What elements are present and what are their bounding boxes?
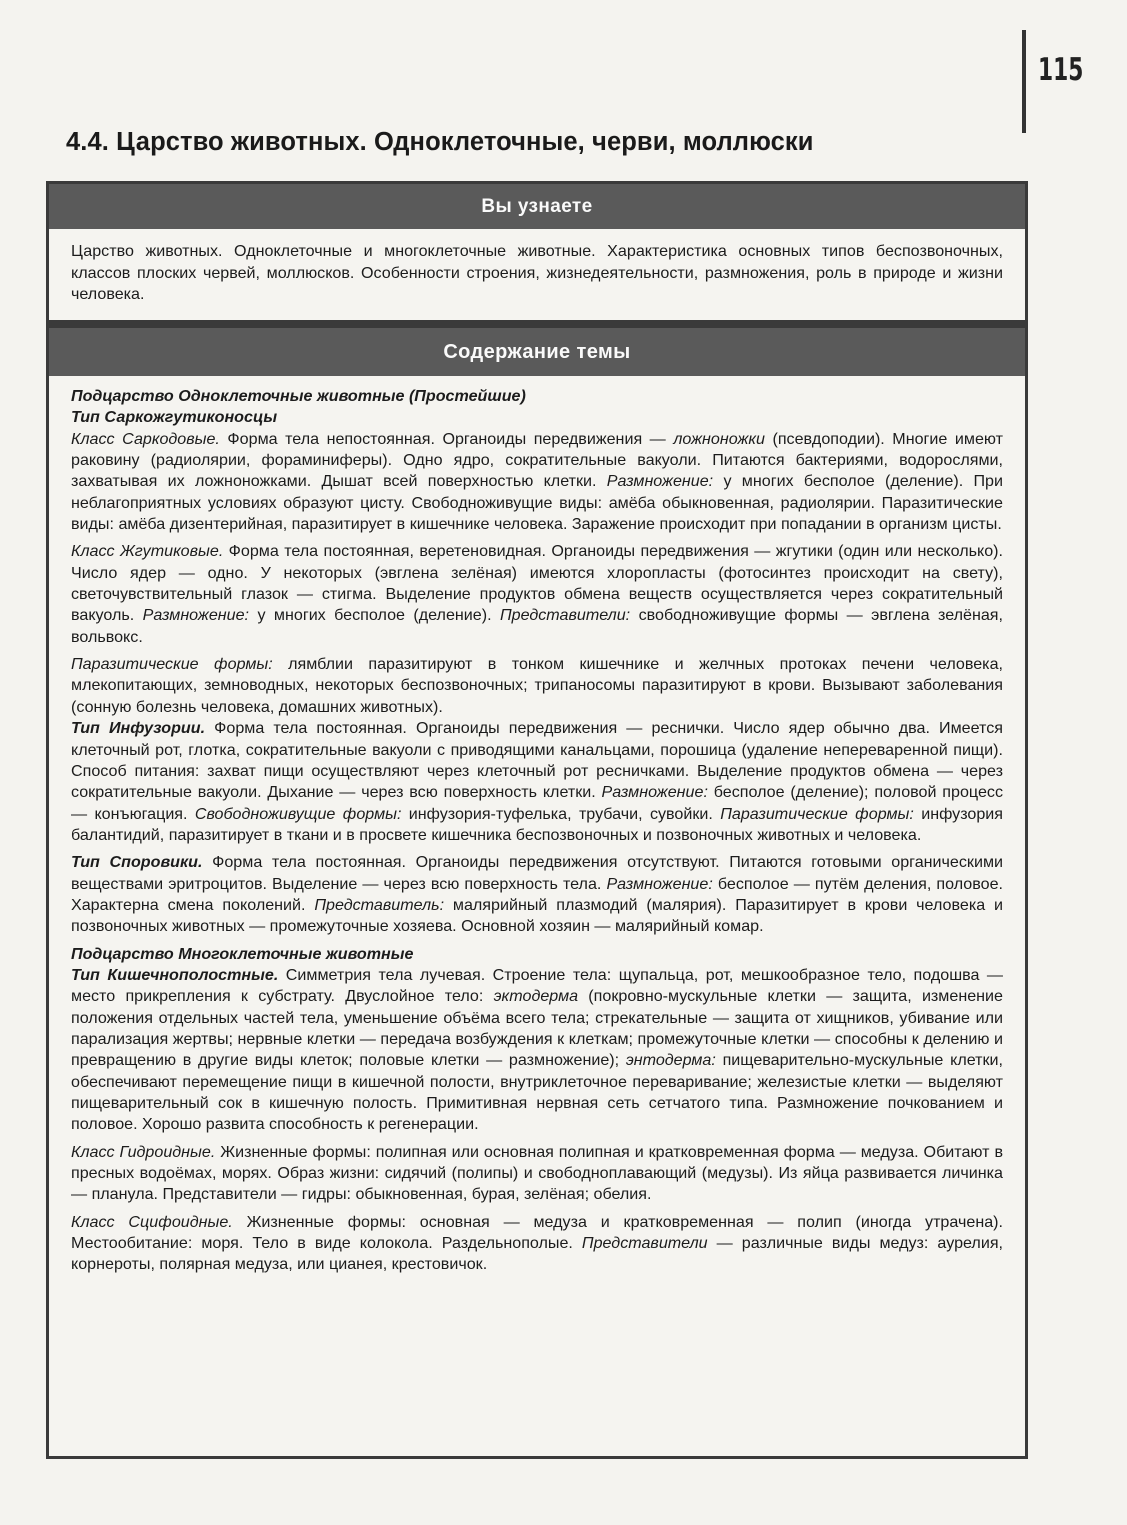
page-number: 115	[1038, 52, 1084, 88]
topic-content	[49, 376, 1025, 1276]
topic-frame	[46, 181, 1028, 1459]
paragraph-ciliophora: Тип Инфузории. Форма тела постоянная. Органоиды передвижения — реснички. Число ядер обычно два. Имеется клеточный рот, глотка, сократительные вакуоли с приводящими канальцами, порошица (удаление непереваренной пищи). Способ питания: захват пищи осуществляют через клеточный рот ресничками. Выделение продуктов обмена — через сократительные вакуоли. Дыхание — через всю поверхность клетки. Размножение: бесполое (деление); половой процесс — конъюгация. Свободноживущие формы: инфузория-туфелька, трубачи, сувойки. Паразитические формы: инфузория балантидий, паразитирует в ткани и в просвете кишечника беспозвоночных и позвоночных животных и человека.	[71, 719, 1003, 844]
content-header: Содержание темы	[49, 324, 1025, 376]
subkingdom-multicellular: Подцарство Многоклеточные животные	[71, 944, 414, 963]
paragraph-flagellata: Класс Жгутиковые. Форма тела постоянная, веретеновидная. Органоиды передвижения — жгутики (один или несколько). Число ядер — одно. У некоторых (эвглена зелёная) имеются хлоропласты (фотосинтез происходит на свету), светочувствительный глазок — стигма. Выделение продуктов обмена веществ осуществляется через сократительный вакуоль. Размножение: у многих бесполое (деление). Представители: свободноживущие формы — эвглена зелёная, вольвокс.	[71, 542, 1003, 646]
paragraph-hydrozoa: Класс Гидроидные. Жизненные формы: полипная или основная полипная и кратковременная форма — медуза. Обитают в пресных водоёмах, морях. Образ жизни: сидячий (полипы) и свободноплавающий (медузы). Из яйца развивается личинка — планула. Представители — гидры: обыкновенная, бурая, зелёная; обелия.	[71, 1142, 1003, 1204]
page-rule	[1022, 30, 1026, 133]
paragraph-sarcodina: Класс Саркодовые. Форма тела непостоянная. Органоиды передвижения — ложноножки (псевдоподии). Многие имеют раковину (радиолярии, фораминиферы). Одно ядро, сократительные вакуоли. Питаются бактериями, водорослями, захватывая их ложноножками. Дышат всей поверхностью клетки. Размножение: у многих бесполое (деление). При неблагоприятных условиях образуют цисту. Свободноживущие виды: амёба обыкновенная, радиолярии. Паразитические виды: амёба дизентерийная, паразитирует в кишечнике человека. Заражение происходит при попадании в организм цисты.	[71, 429, 1003, 534]
learn-text: Царство животных. Одноклеточные и многоклеточные животные. Характеристика основных типов беспозвоночных, классов плоских червей, моллюсков. Особенности строения, жизнедеятельности, размножения, роль в природе и жизни человека.	[49, 229, 1025, 324]
paragraph-sporozoa: Тип Споровики. Форма тела постоянная. Органоиды передвижения отсутствуют. Питаются готовыми органическими веществами эритроцитов. Выделение — через всю поверхность тела. Размножение: бесполое — путём деления, половое. Характерна смена поколений. Представитель: малярийный плазмодий (малярия). Паразитирует в крови человека и позвоночных животных — промежуточные хозяева. Основной хозяин — малярийный комар.	[71, 853, 1003, 936]
paragraph-coelenterata: Тип Кишечнополостные. Симметрия тела лучевая. Строение тела: щупальца, рот, мешкообразное тело, подошва — место прикрепления к субстрату. Двуслойное тело: эктодерма (покровно-мускульные клетки — защита, изменение положения отдельных частей тела, уменьшение объёма всего тела; стрекательные — защита от хищников, убивание или парализация жертвы; нервные клетки — передача возбуждения к клеткам; промежуточные клетки — способны к делению и превращению в другие виды клеток; половые клетки — размножение); энтодерма: пищеварительно-мускульные клетки, обеспечивают перемещение пищи в кишечной полости, внутриклеточное переваривание; железистые клетки — выделяют пищеварительный сок в кишечную полость. Примитивная нервная сеть сетчатого типа. Размножение почкованием и половое. Хорошо развита способность к регенерации.	[71, 965, 1004, 1134]
paragraph-parasitic-forms: Паразитические формы: лямблии паразитируют в тонком кишечнике и желчных протоках печени человека, млекопитающих, земноводных, некоторых беспозвоночных; трипаносомы паразитируют в крови. Вызывают заболевания (сонную болезнь человека, домашних животных).	[71, 655, 1003, 716]
learn-header: Вы узнаете	[49, 184, 1025, 229]
type-sarkomastigophora: Тип Саркожгутиконосцы	[71, 408, 278, 427]
paragraph-scyphozoa: Класс Сцифоидные. Жизненные формы: основная — медуза и кратковременная — полип (иногда утрачена). Местообитание: моря. Тело в виде колокола. Раздельнополые. Представители — различные виды медуз: аурелия, корнероты, полярная медуза, или цианея, крестовичок.	[71, 1212, 1003, 1274]
page-title: 4.4. Царство животных. Одноклеточные, черви, моллюски	[66, 128, 814, 156]
subkingdom-unicellular: Подцарство Одноклеточные животные (Простейшие)	[71, 387, 526, 405]
